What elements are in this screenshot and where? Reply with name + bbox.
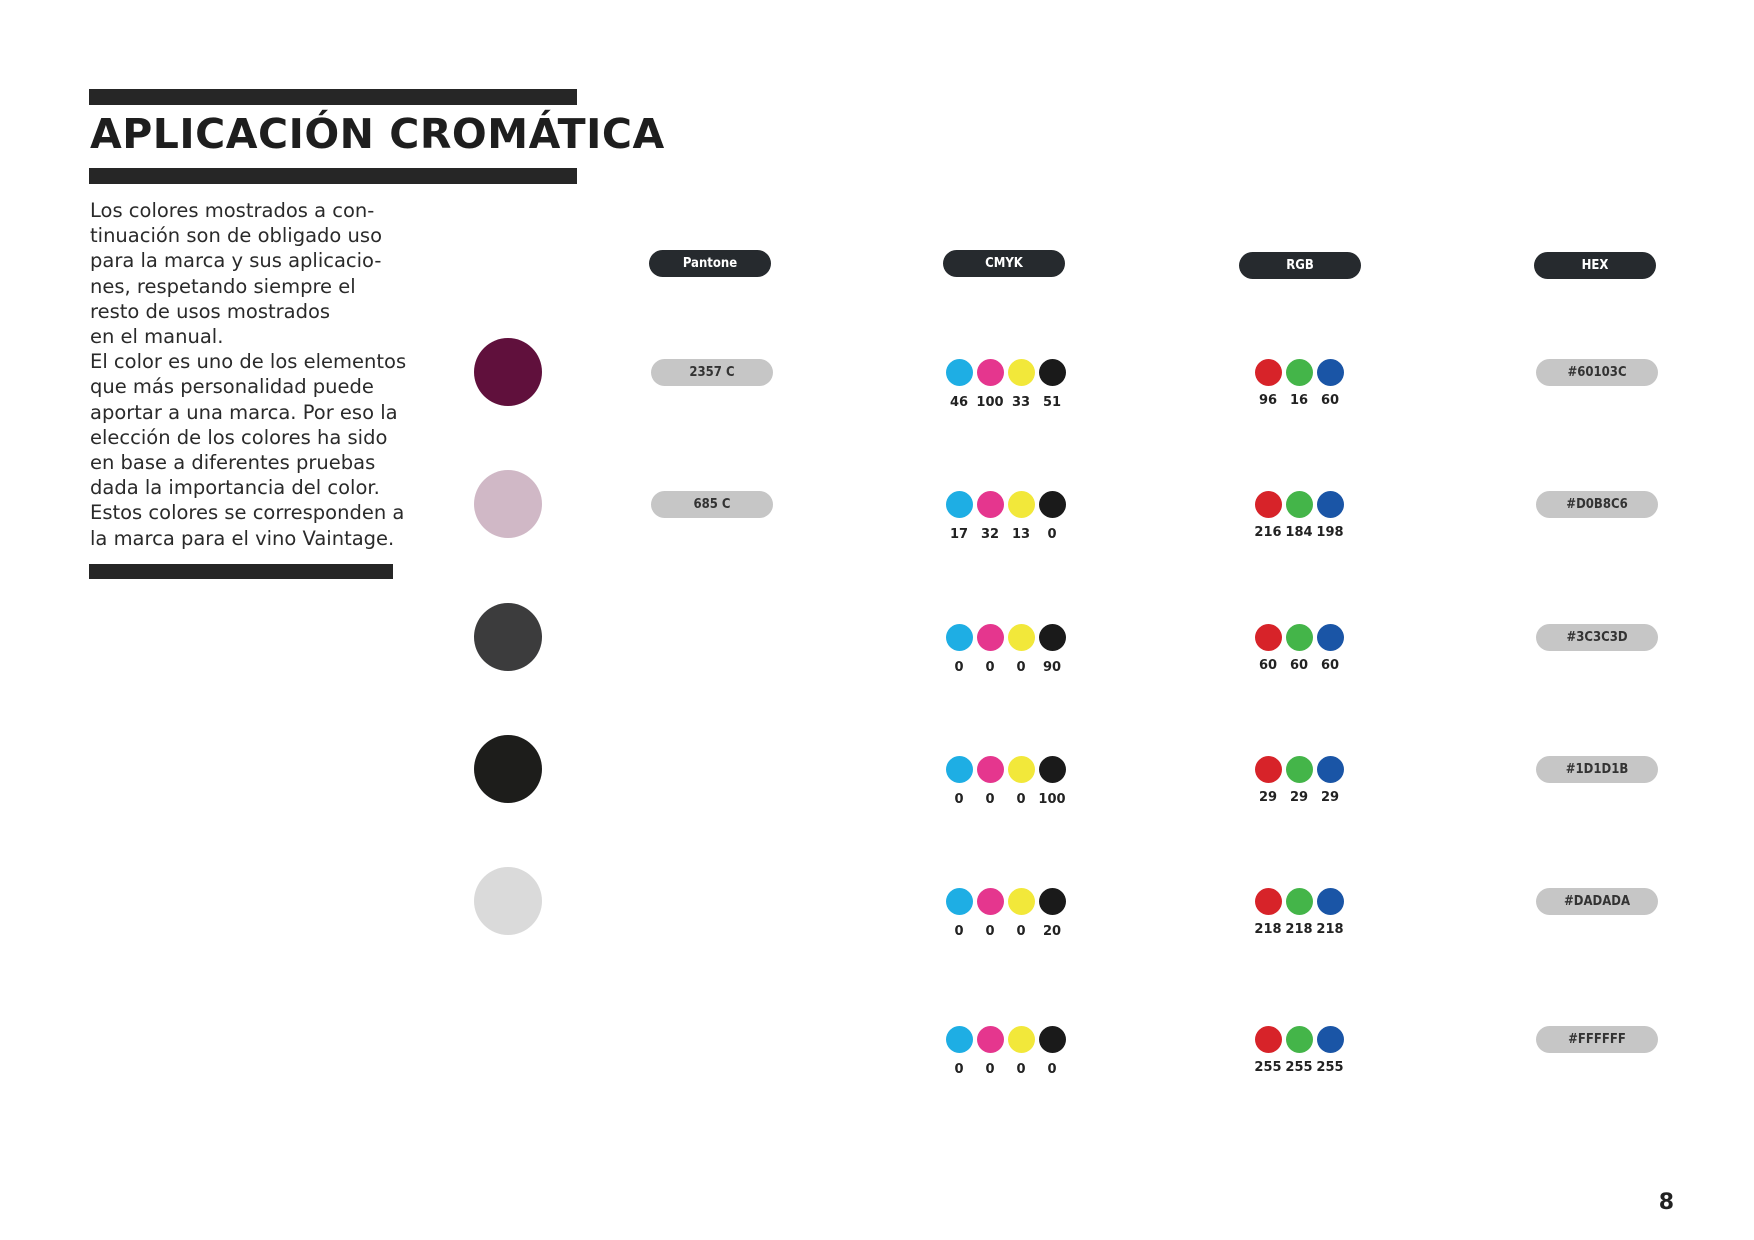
cmyk-key-value: 90 [1042,660,1062,675]
cmyk-cyan-value: 0 [954,792,964,807]
hex-value: #DADADA [1536,888,1658,915]
rgb-red-value: 60 [1258,658,1278,673]
rgb-green-value: 16 [1289,393,1309,408]
cmyk-yellow-dot [1008,1026,1035,1053]
rgb-blue-value: 218 [1316,922,1344,937]
intro-line: resto de usos mostrados [90,299,331,323]
rgb-blue-dot [1317,359,1344,386]
hex-value: #FFFFFF [1536,1026,1658,1053]
rgb-green-value: 255 [1285,1060,1313,1075]
column-header-hex: HEX [1534,252,1656,279]
cmyk-magenta-value: 0 [985,792,995,807]
hex-value: #D0B8C6 [1536,491,1658,518]
intro-line: elección de los colores ha sido [90,425,388,449]
cmyk-magenta-dot [977,491,1004,518]
rgb-green-dot [1286,624,1313,651]
rgb-red-value: 216 [1254,525,1282,540]
rgb-blue-dot [1317,624,1344,651]
rgb-green-value: 60 [1289,658,1309,673]
cmyk-yellow-dot [1008,756,1035,783]
cmyk-magenta-dot [977,888,1004,915]
rgb-green-dot [1286,756,1313,783]
rgb-blue-dot [1317,888,1344,915]
intro-line: aportar a una marca. Por eso la [90,400,398,424]
rgb-red-value: 29 [1258,790,1278,805]
cmyk-yellow-value: 0 [1016,792,1026,807]
rgb-blue-value: 29 [1320,790,1340,805]
cmyk-magenta-value: 0 [985,1062,995,1077]
rgb-green-value: 29 [1289,790,1309,805]
cmyk-cyan-value: 0 [954,924,964,939]
cmyk-cyan-dot [946,756,973,783]
cmyk-key-dot [1039,1026,1066,1053]
cmyk-magenta-dot [977,1026,1004,1053]
color-swatch [474,470,542,538]
intro-line: Estos colores se corresponden a [90,501,405,525]
intro-line: tinuación son de obligado uso [90,224,383,248]
cmyk-magenta-value: 100 [976,395,1004,410]
cmyk-key-dot [1039,888,1066,915]
cmyk-key-dot [1039,624,1066,651]
rgb-blue-value: 198 [1316,525,1344,540]
rgb-blue-value: 60 [1320,658,1340,673]
rgb-red-dot [1255,359,1282,386]
hex-value: #60103C [1536,359,1658,386]
intro-line: en el manual. [90,325,224,349]
column-header-pantone: Pantone [649,250,771,277]
cmyk-cyan-value: 17 [949,527,969,542]
cmyk-magenta-dot [977,359,1004,386]
cmyk-yellow-dot [1008,888,1035,915]
column-header-cmyk: CMYK [943,250,1065,277]
cmyk-yellow-dot [1008,359,1035,386]
intro-line: El color es uno de los elementos [90,350,407,374]
rgb-red-value: 96 [1258,393,1278,408]
cmyk-cyan-value: 0 [954,1062,964,1077]
cmyk-magenta-value: 0 [985,924,995,939]
intro-rule-bottom [89,564,393,579]
color-swatch [474,603,542,671]
rgb-red-value: 255 [1254,1060,1282,1075]
cmyk-key-value: 0 [1047,527,1057,542]
cmyk-yellow-dot [1008,491,1035,518]
cmyk-cyan-dot [946,491,973,518]
cmyk-key-dot [1039,359,1066,386]
color-swatch [474,338,542,406]
pantone-value: 685 C [651,491,773,518]
cmyk-magenta-value: 0 [985,660,995,675]
color-swatch [474,735,542,803]
rgb-blue-dot [1317,491,1344,518]
cmyk-cyan-value: 0 [954,660,964,675]
cmyk-yellow-value: 0 [1016,1062,1026,1077]
rgb-blue-dot [1317,756,1344,783]
intro-line: Los colores mostrados a con- [90,199,375,222]
cmyk-cyan-dot [946,1026,973,1053]
cmyk-cyan-dot [946,624,973,651]
hex-value: #1D1D1B [1536,756,1658,783]
cmyk-key-value: 51 [1042,395,1062,410]
rgb-green-dot [1286,491,1313,518]
cmyk-magenta-dot [977,624,1004,651]
intro-line: para la marca y sus aplicacio- [90,249,382,273]
rgb-blue-value: 60 [1320,393,1340,408]
intro-line: dada la importancia del color. [90,476,380,500]
intro-paragraph [90,198,420,551]
cmyk-magenta-dot [977,756,1004,783]
rgb-green-value: 218 [1285,922,1313,937]
cmyk-yellow-dot [1008,624,1035,651]
rgb-green-dot [1286,359,1313,386]
rgb-green-dot [1286,888,1313,915]
rgb-red-dot [1255,1026,1282,1053]
pantone-value: 2357 C [651,359,773,386]
cmyk-key-dot [1039,756,1066,783]
intro-line: que más personalidad puede [90,375,374,399]
cmyk-yellow-value: 13 [1011,527,1031,542]
page-number: 8 [1658,1190,1674,1215]
cmyk-cyan-value: 46 [949,395,969,410]
hex-value: #3C3C3D [1536,624,1658,651]
cmyk-cyan-dot [946,359,973,386]
title-rule-top [89,89,577,105]
rgb-green-dot [1286,1026,1313,1053]
intro-line: en base a diferentes pruebas [90,451,376,475]
cmyk-yellow-value: 33 [1011,395,1031,410]
cmyk-cyan-dot [946,888,973,915]
cmyk-key-dot [1039,491,1066,518]
cmyk-yellow-value: 0 [1016,924,1026,939]
rgb-blue-value: 255 [1316,1060,1344,1075]
cmyk-key-value: 20 [1042,924,1062,939]
rgb-red-value: 218 [1254,922,1282,937]
page-title: APLICACIÓN CROMÁTICA [90,110,665,158]
cmyk-magenta-value: 32 [980,527,1000,542]
rgb-blue-dot [1317,1026,1344,1053]
column-header-rgb: RGB [1239,252,1361,279]
intro-line: nes, respetando siempre el [90,274,356,298]
rgb-green-value: 184 [1285,525,1313,540]
rgb-red-dot [1255,491,1282,518]
intro-line: la marca para el vino Vaintage. [90,526,395,550]
rgb-red-dot [1255,756,1282,783]
color-swatch [474,867,542,935]
rgb-red-dot [1255,888,1282,915]
rgb-red-dot [1255,624,1282,651]
cmyk-key-value: 100 [1038,792,1066,807]
cmyk-yellow-value: 0 [1016,660,1026,675]
title-rule-bottom [89,168,577,184]
cmyk-key-value: 0 [1047,1062,1057,1077]
